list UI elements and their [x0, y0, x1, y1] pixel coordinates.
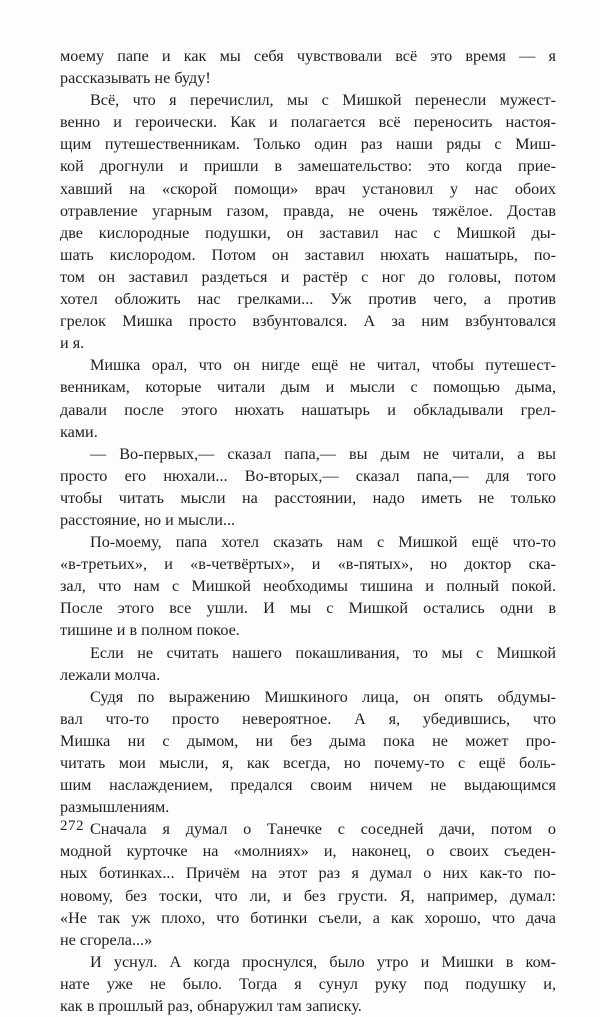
text-line: зал, что нам с Мишкой необходимы тишина и полный покой. [60, 577, 556, 596]
paragraph [60, 818, 556, 951]
text-line: хавший на «скорой помощи» врач установил у нас обоих [60, 179, 556, 198]
text-line: тишине и в полном покое. [60, 621, 240, 640]
text-line: кой дрогнули и пришли в замешательство: это когда прие- [60, 157, 556, 176]
text-line: как в прошлый раз, обнаружил там записку. [60, 997, 362, 1016]
paragraph [60, 642, 556, 686]
text-line: модной курточке на «молниях» и, наконец, о своих съеден- [60, 842, 556, 861]
text-line: «в-третьих», и «в-четвёртых», и «в-пятых», но доктор ска- [60, 555, 556, 574]
paragraph [60, 443, 556, 531]
text-line: По-моему, папа хотел сказать нам с Мишкой ещё что-то [90, 533, 556, 552]
text-line: вал что-то просто невероятное. А я, убедившись, что [60, 709, 556, 728]
text-line: щим путешественникам. Только один раз наши ряды с Миш- [60, 135, 556, 154]
text-line: — Во-первых,— сказал папа,— вы дым не читали, а вы [90, 444, 556, 463]
text-line: том он заставил раздеться и растёр с ног до головы, потом [60, 267, 556, 286]
text-line: Если не считать нашего покашливания, то мы с Мишкой [90, 643, 556, 662]
paragraph [60, 951, 556, 1017]
paragraph [60, 45, 556, 89]
text-line: нате уже не было. Тогда я сунул руку под подушку и, [60, 974, 556, 993]
text-line: моему папе и как мы себя чувствовали всё это время — я [60, 47, 556, 65]
text-line: шим наслаждением, предался своим ничем не выдающимся [60, 776, 556, 795]
text-line: размышлениям. [60, 798, 170, 817]
text-line: ками. [60, 422, 98, 441]
text-line: Судя по выражению Мишкиного лица, он опять обдумы- [90, 687, 556, 706]
text-line: чтобы читать мысли на расстоянии, надо иметь не только [60, 488, 556, 507]
text-line: не сгорела...» [60, 930, 153, 949]
text-line: И уснул. А когда проснулся, было утро и Мишки в ком- [90, 952, 556, 971]
text-line: новому, без тоски, что ли, и без грусти. Я, например, думал: [60, 886, 556, 905]
text-line: венно и героически. Как и полагается всё переносить настоя- [60, 113, 556, 132]
paragraph [60, 354, 556, 442]
text-line: читать мои мысли, я, как всегда, но почему-то с ещё боль- [60, 754, 556, 772]
paragraph [60, 531, 556, 641]
text-line: Сначала я думал о Танечке с соседней дачи, потом о [90, 820, 556, 839]
text-line: После этого все ушли. И мы с Мишкой остались одни в [60, 599, 556, 618]
text-line: «Не так уж плохо, что ботинки съели, а как хорошо, что дача [60, 908, 556, 927]
page-number: 272 [60, 818, 84, 834]
text-line: Всё, что я перечислил, мы с Мишкой перенесли мужест- [90, 91, 556, 110]
text-line: Мишка ни с дымом, ни без дыма пока не может про- [60, 731, 556, 750]
text-line: лежали молча. [60, 665, 161, 684]
text-line: ных ботинках... Причём на этот раз я думал о них как-то по- [60, 864, 556, 883]
page-text [60, 45, 556, 1017]
text-line: Мишка орал, что он нигде ещё не читал, чтобы путешест- [90, 356, 556, 375]
paragraph [60, 89, 556, 354]
text-line: рассказывать не буду! [60, 69, 211, 88]
text-line: и я. [60, 334, 85, 353]
text-line: венникам, которые читали дым и мысли с помощью дыма, [60, 378, 556, 397]
text-line: отравление угарным газом, правда, не очень тяжёлое. Достав [60, 201, 556, 220]
text-line: грелок Мишка просто взбунтовался. А за ним взбунтовался [60, 312, 556, 331]
text-line: давали после этого нюхать нашатырь и обкладывали грел- [60, 400, 556, 419]
text-line: просто его нюхали... Во-вторых,— сказал папа,— для того [60, 466, 556, 485]
paragraph [60, 686, 556, 819]
text-line: хотел обложить нас грелками... Уж против чего, а против [60, 290, 556, 309]
text-line: шать кислородом. Потом он заставил нюхать нашатырь, по- [60, 245, 556, 264]
text-line: расстояние, но и мысли... [60, 510, 236, 529]
text-line: две кислородные подушки, он заставил нас с Мишкой ды- [60, 223, 556, 242]
